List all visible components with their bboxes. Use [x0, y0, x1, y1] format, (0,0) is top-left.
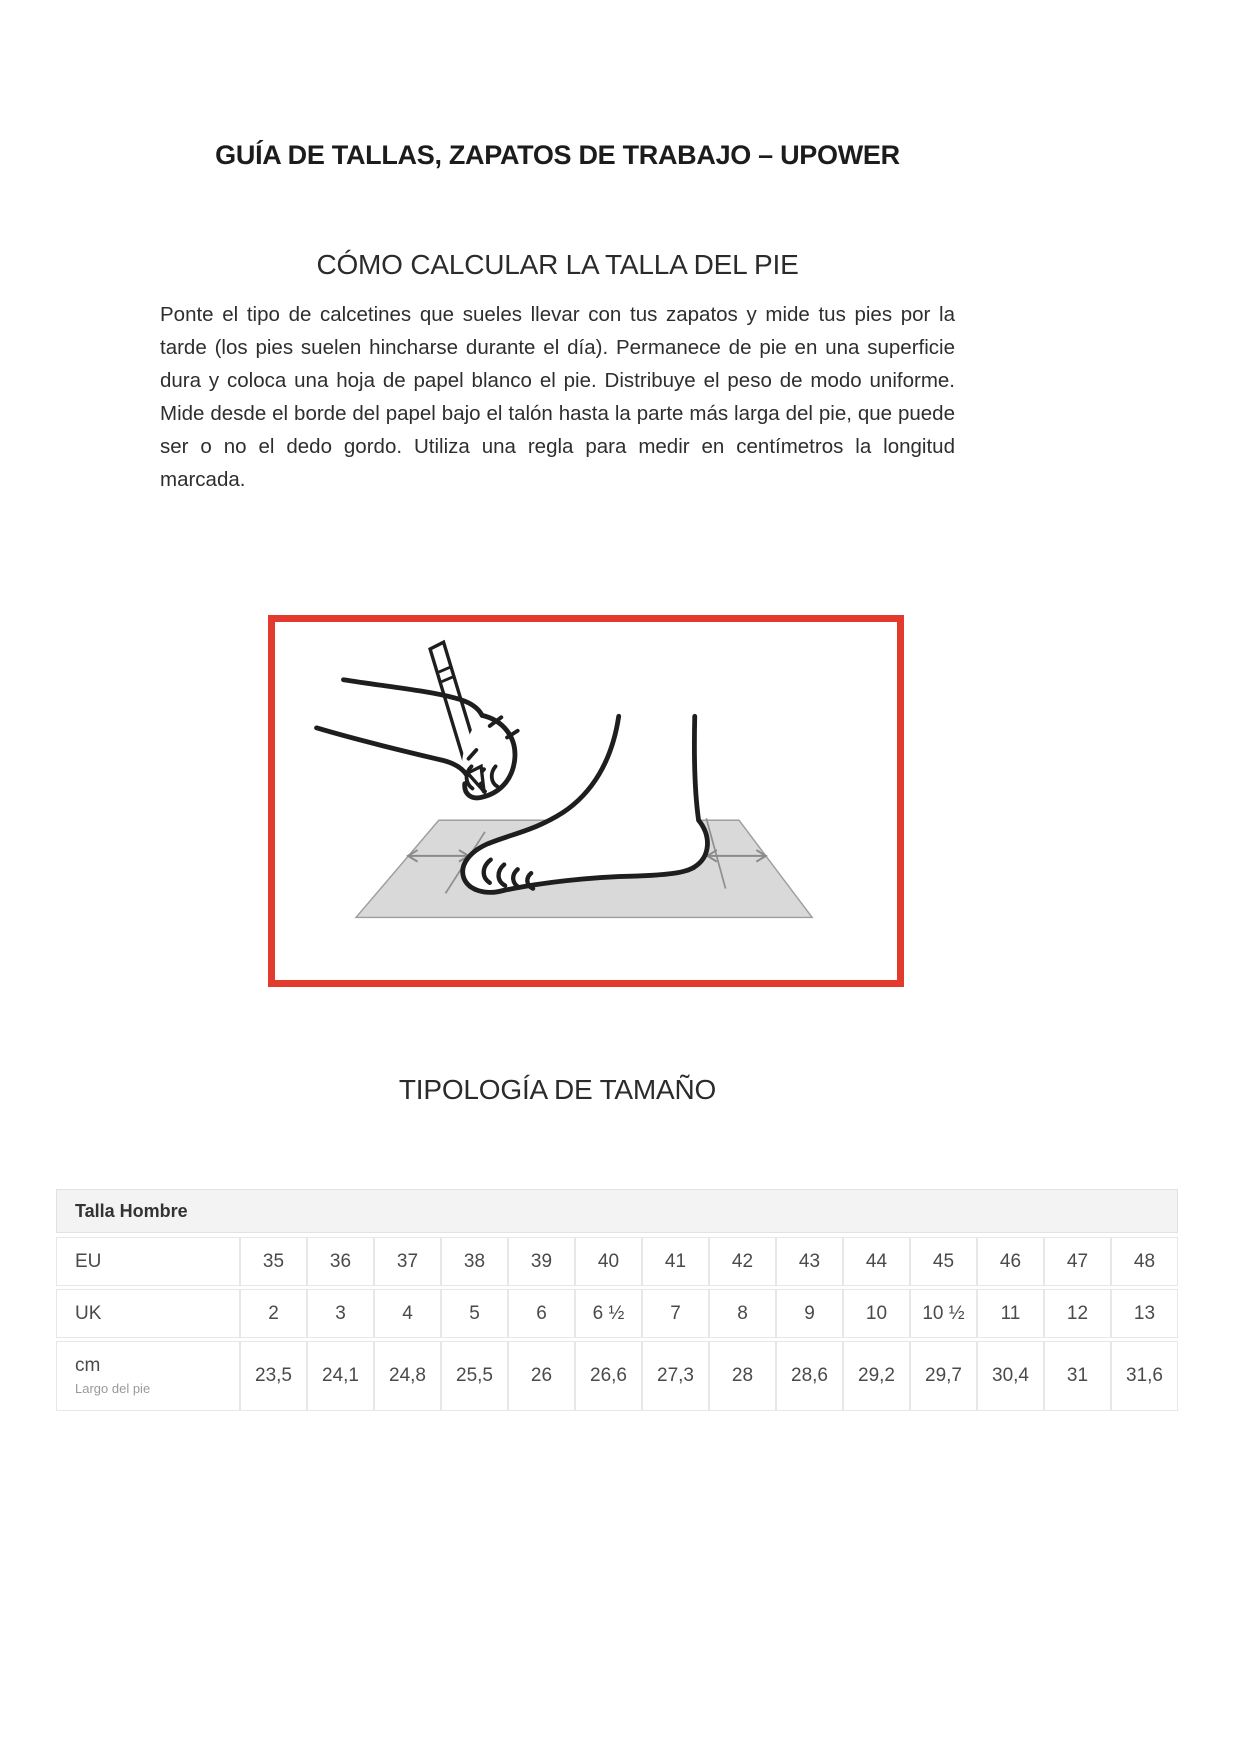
section-heading-how-to-measure: CÓMO CALCULAR LA TALLA DEL PIE [316, 249, 799, 280]
size-value-cell: 6 ½ [575, 1289, 642, 1338]
size-table [56, 1234, 1178, 1414]
size-value-cell: 10 ½ [910, 1289, 977, 1338]
size-row-label [56, 1237, 240, 1286]
size-value-cell: 46 [977, 1237, 1044, 1286]
size-row-sublabel-text: Largo del pie [75, 1381, 151, 1396]
size-value-cell: 2 [240, 1289, 307, 1338]
page-title: GUÍA DE TALLAS, ZAPATOS DE TRABAJO – UPOWER [215, 140, 900, 170]
size-row-label-text: cm [75, 1355, 101, 1376]
section-heading-size-typology: TIPOLOGÍA DE TAMAÑO [398, 1074, 717, 1105]
size-value-cell: 26,6 [575, 1341, 642, 1411]
size-value-cell: 4 [374, 1289, 441, 1338]
hand-with-pencil-drawing [317, 642, 518, 798]
size-value-cell: 6 [508, 1289, 575, 1338]
size-value-cell: 39 [508, 1237, 575, 1286]
size-value-cell: 25,5 [441, 1341, 508, 1411]
size-value-cell: 23,5 [240, 1341, 307, 1411]
size-table-row [56, 1237, 1178, 1286]
size-value-cell: 24,8 [374, 1341, 441, 1411]
size-value-cell: 26 [508, 1341, 575, 1411]
size-value-cell: 30,4 [977, 1341, 1044, 1411]
size-value-cell: 12 [1044, 1289, 1111, 1338]
content-column [160, 0, 955, 1107]
size-value-cell: 11 [977, 1289, 1044, 1338]
size-value-cell: 40 [575, 1237, 642, 1286]
foot-measurement-illustration [275, 622, 897, 980]
size-value-cell: 28 [709, 1341, 776, 1411]
size-value-cell: 41 [642, 1237, 709, 1286]
size-value-cell: 28,6 [776, 1341, 843, 1411]
size-value-cell: 38 [441, 1237, 508, 1286]
size-value-cell: 44 [843, 1237, 910, 1286]
size-table-section [56, 1189, 1178, 1414]
size-value-cell: 13 [1111, 1289, 1178, 1338]
size-value-cell: 9 [776, 1289, 843, 1338]
size-value-cell: 31 [1044, 1341, 1111, 1411]
size-row-label [56, 1341, 240, 1411]
size-table-title: Talla Hombre [56, 1189, 1178, 1233]
size-table-row [56, 1289, 1178, 1338]
measure-instructions-paragraph: Ponte el tipo de calcetines que sueles llevar con tus zapatos y mide tus pies por la tarde (los pies suelen hincharse durante el día). Permanece de pie en una superficie dura y coloca una hoja de papel blanco el pie. Distribuye el peso de modo uniforme. Mide desde el borde del papel bajo el talón hasta la parte más larga del pie, que puede ser o no el dedo gordo. Utiliza una regla para medir en centímetros la longitud marcada. [160, 303, 955, 491]
size-value-cell: 37 [374, 1237, 441, 1286]
size-value-cell: 7 [642, 1289, 709, 1338]
size-value-cell: 8 [709, 1289, 776, 1338]
size-value-cell: 43 [776, 1237, 843, 1286]
size-row-label-text: UK [75, 1302, 102, 1324]
size-value-cell: 42 [709, 1237, 776, 1286]
size-table-body [56, 1237, 1178, 1411]
size-value-cell: 31,6 [1111, 1341, 1178, 1411]
size-value-cell: 10 [843, 1289, 910, 1338]
size-value-cell: 5 [441, 1289, 508, 1338]
size-table-row [56, 1341, 1178, 1411]
size-row-label-text: EU [75, 1250, 102, 1272]
size-value-cell: 29,7 [910, 1341, 977, 1411]
size-value-cell: 27,3 [642, 1341, 709, 1411]
foot-measurement-figure [268, 615, 904, 987]
size-value-cell: 48 [1111, 1237, 1178, 1286]
size-value-cell: 36 [307, 1237, 374, 1286]
size-value-cell: 24,1 [307, 1341, 374, 1411]
size-value-cell: 29,2 [843, 1341, 910, 1411]
size-value-cell: 35 [240, 1237, 307, 1286]
size-value-cell: 47 [1044, 1237, 1111, 1286]
size-row-label [56, 1289, 240, 1338]
size-value-cell: 3 [307, 1289, 374, 1338]
size-value-cell: 45 [910, 1237, 977, 1286]
